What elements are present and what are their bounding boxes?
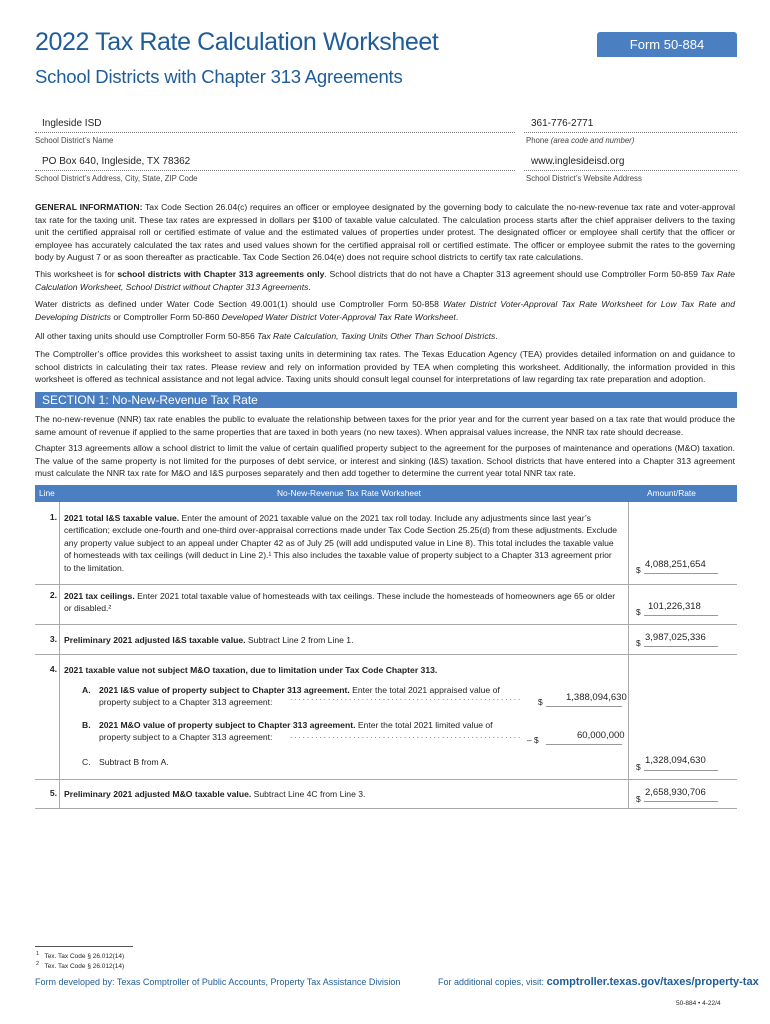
district-address-label: School District’s Address, City, State, ZIP Code: [35, 174, 198, 183]
line-5-amount[interactable]: 2,658,930,706: [645, 787, 706, 798]
line-2-description: 2021 tax ceilings. Enter 2021 total taxable value of homesteads with tax ceilings. These include the homesteads of homeowners age 65 or older or disabled.²: [64, 591, 616, 614]
phone-field[interactable]: 361-776-2771: [531, 118, 594, 129]
line-4c-amount[interactable]: 1,328,094,630: [645, 755, 706, 766]
district-name-field[interactable]: Ingleside ISD: [42, 118, 102, 129]
line-number: 2.: [49, 590, 57, 600]
line-3-amount[interactable]: 3,987,025,336: [645, 632, 706, 643]
section-1-paragraph-1: The no-new-revenue (NNR) tax rate enables the public to evaluate the relationship between taxes for the prior year and for the current year based on a tax rate that would produce the same amount of revenue if applied to the same properties that are taxed in both years (no new taxes). When appraisal values increase, the NNR tax rate should decrease.: [35, 414, 735, 437]
general-information: GENERAL INFORMATION: Tax Code Section 26.04(c) requires an officer or employee designated by the governing body to calculate the no-new-revenue tax rate and voter-approval tax rate for the taxing unit. These tax rates are expressed in dollars per $100 of taxable value calculated. The calculation process starts after the chief appraiser delivers to the taxing unit the certified appraisal roll or certified estimate of value and the estimated values of properties under protest. The designated officer or employee shall certify that the officer or employee has accurately calculated the tax rates and used values shown for the certified appraisal roll or certified estimate. The officer or employee submit the rates to the governing body by August 7 or as soon thereafter as practicable. Tax Code Section 26.04(e) does not require school districts to certify tax rate calculations.: [35, 202, 735, 263]
line-4-description: 2021 taxable value not subject M&O taxation, due to limitation under Tax Code Chapter 313.: [64, 665, 438, 675]
dollar-sign: $: [636, 607, 641, 617]
page-title: 2022 Tax Rate Calculation Worksheet: [35, 28, 439, 56]
column-header-worksheet: No-New-Revenue Tax Rate Worksheet: [277, 488, 421, 498]
footer-copies-link: For additional copies, visit: comptroller.texas.gov/taxes/property-tax: [438, 976, 759, 988]
line-1-amount[interactable]: 4,088,251,654: [645, 559, 706, 570]
divider: [524, 132, 737, 133]
line-2-amount[interactable]: 101,226,318: [648, 601, 701, 612]
footnote-rule: [35, 946, 133, 947]
column-header-amount: Amount/Rate: [647, 488, 696, 498]
divider: [644, 801, 718, 802]
section-1-paragraph-2: Chapter 313 agreements allow a school district to limit the value of certain qualified property subject to the agreement for the purposes of maintenance and operations (M&O) taxation. The value of the same property is not limited for the purposes of debt service, or interest and sinking (I&S) taxation. School districts that have entered into a Chapter 313 agreement must calculate the NNR tax rate for M&O and I&S purposes separately and then add together to determine the current year total NNR tax rate.: [35, 443, 735, 479]
dollar-sign: $: [636, 565, 641, 575]
footnote-1: $^1$ Tex. Tax Code § 26.012(14): [36, 951, 125, 961]
intro-paragraph-5: The Comptroller’s office provides this worksheet to assist taxing units in determining tax rates. The Texas Education Agency (TEA) provides detailed information on and guidance to school districts in calculating their tax rates. Please review and rely on information provided by TEA when completing this worksheet. Additionally, the information provided in this worksheet is offered as technical assistance and not legal advice. Taxing units should consult legal counsel for interpretations of law regarding tax rate preparation and adoption.: [35, 349, 735, 385]
intro-paragraph-2: This worksheet is for school districts with Chapter 313 agreements only. School districts that do not have a Chapter 313 agreement should use Comptroller Form 50-859 Tax Rate Calculation Worksheet, School District without Chapter 313 Agreements.: [35, 269, 736, 292]
divider: [35, 624, 737, 625]
divider: [35, 779, 737, 780]
table-header: [35, 485, 737, 502]
line-number: 5.: [49, 788, 57, 798]
line-number: 4.: [49, 664, 57, 674]
divider: [628, 502, 629, 808]
divider: [35, 132, 515, 133]
divider: [644, 573, 718, 574]
line-1-description: 2021 total I&S taxable value. Enter the amount of 2021 taxable value on the 2021 tax roll today. Include any adjustments since last year’s certification; exclude one-fourth and one-third over-appraisal corrections made under Tax Code Section 25.25(d) from these adjustments. Exclude any property value subject to an appeal under Chapter 42 as of July 25 (will add undisputed value in Line 8). This total includes the taxable value of homesteads with tax ceilings (will deduct in Line 2).¹ This also includes the taxable value of property subject to a Chapter 313 agreement prior to the limitation.: [64, 513, 618, 573]
divider: [546, 744, 622, 745]
divider: [644, 615, 718, 616]
district-name-label: School District’s Name: [35, 136, 114, 145]
divider: [546, 706, 622, 707]
line-number: 1.: [49, 512, 57, 522]
line-4b-amount[interactable]: 60,000,000: [577, 730, 625, 741]
dollar-sign: $: [636, 762, 641, 772]
leader-dots: .......................................................: [290, 693, 523, 702]
district-address-field[interactable]: PO Box 640, Ingleside, TX 78362: [42, 156, 191, 167]
section-1-header: SECTION 1: No-New-Revenue Tax Rate: [35, 392, 737, 408]
divider: [35, 808, 737, 809]
divider: [35, 654, 737, 655]
intro-paragraph-3: Water districts as defined under Water Code Section 49.001(1) should use Comptroller Form 50-858 Water District Voter-Approval Tax Rate Worksheet for Low Tax Rate and Developing Districts or Comptroller Form 50-860 Developed Water District Voter-Approval Tax Rate Worksheet.: [35, 299, 735, 322]
footnote-2: $^2$ Tex. Tax Code § 26.012(14): [36, 961, 125, 971]
line-4a-description: 2021 I&S value of property subject to Chapter 313 agreement. Enter the total 2021 appraised value of property subject to a Chapter 313 agreement:: [99, 685, 500, 708]
website-field[interactable]: www.inglesideisd.org: [531, 156, 625, 167]
website-label: School District’s Website Address: [526, 174, 642, 183]
divider: [35, 170, 515, 171]
line-4b-letter: B.: [82, 720, 91, 730]
column-header-line: Line: [39, 488, 55, 498]
intro-paragraph-4: All other taxing units should use Comptroller Form 50-856 Tax Rate Calculation, Taxing Units Other Than School Districts.: [35, 331, 498, 341]
line-4a-letter: A.: [82, 685, 91, 695]
page-subtitle: School Districts with Chapter 313 Agreements: [35, 66, 403, 87]
divider: [644, 770, 718, 771]
dollar-sign: $: [538, 697, 543, 707]
line-4c-description: Subtract B from A.: [99, 757, 169, 767]
divider: [644, 646, 718, 647]
line-5-description: Preliminary 2021 adjusted M&O taxable value. Subtract Line 4C from Line 3.: [64, 789, 366, 799]
line-4c-letter: C.: [82, 757, 91, 767]
dollar-sign: $: [636, 638, 641, 648]
form-number-badge: Form 50-884: [597, 32, 737, 57]
line-number: 3.: [49, 634, 57, 644]
dollar-sign: $: [636, 794, 641, 804]
page-code: 50-884 • 4-22/4: [676, 1000, 721, 1007]
divider: [59, 502, 60, 808]
minus-dollar-sign: – $: [527, 735, 539, 745]
divider: [35, 584, 737, 585]
leader-dots: .......................................................: [290, 731, 523, 740]
line-3-description: Preliminary 2021 adjusted I&S taxable value. Subtract Line 2 from Line 1.: [64, 635, 354, 645]
footer-developer-credit: Form developed by: Texas Comptroller of Public Accounts, Property Tax Assistance Division: [35, 977, 401, 987]
divider: [524, 170, 737, 171]
comptroller-link[interactable]: comptroller.texas.gov/taxes/property-tax: [546, 976, 759, 988]
line-4b-description: 2021 M&O value of property subject to Chapter 313 agreement. Enter the total 2021 limited value of property subject to a Chapter 313 agreement:: [99, 720, 493, 743]
phone-label: Phone (area code and number): [526, 136, 635, 145]
line-4a-amount[interactable]: 1,388,094,630: [566, 692, 627, 703]
